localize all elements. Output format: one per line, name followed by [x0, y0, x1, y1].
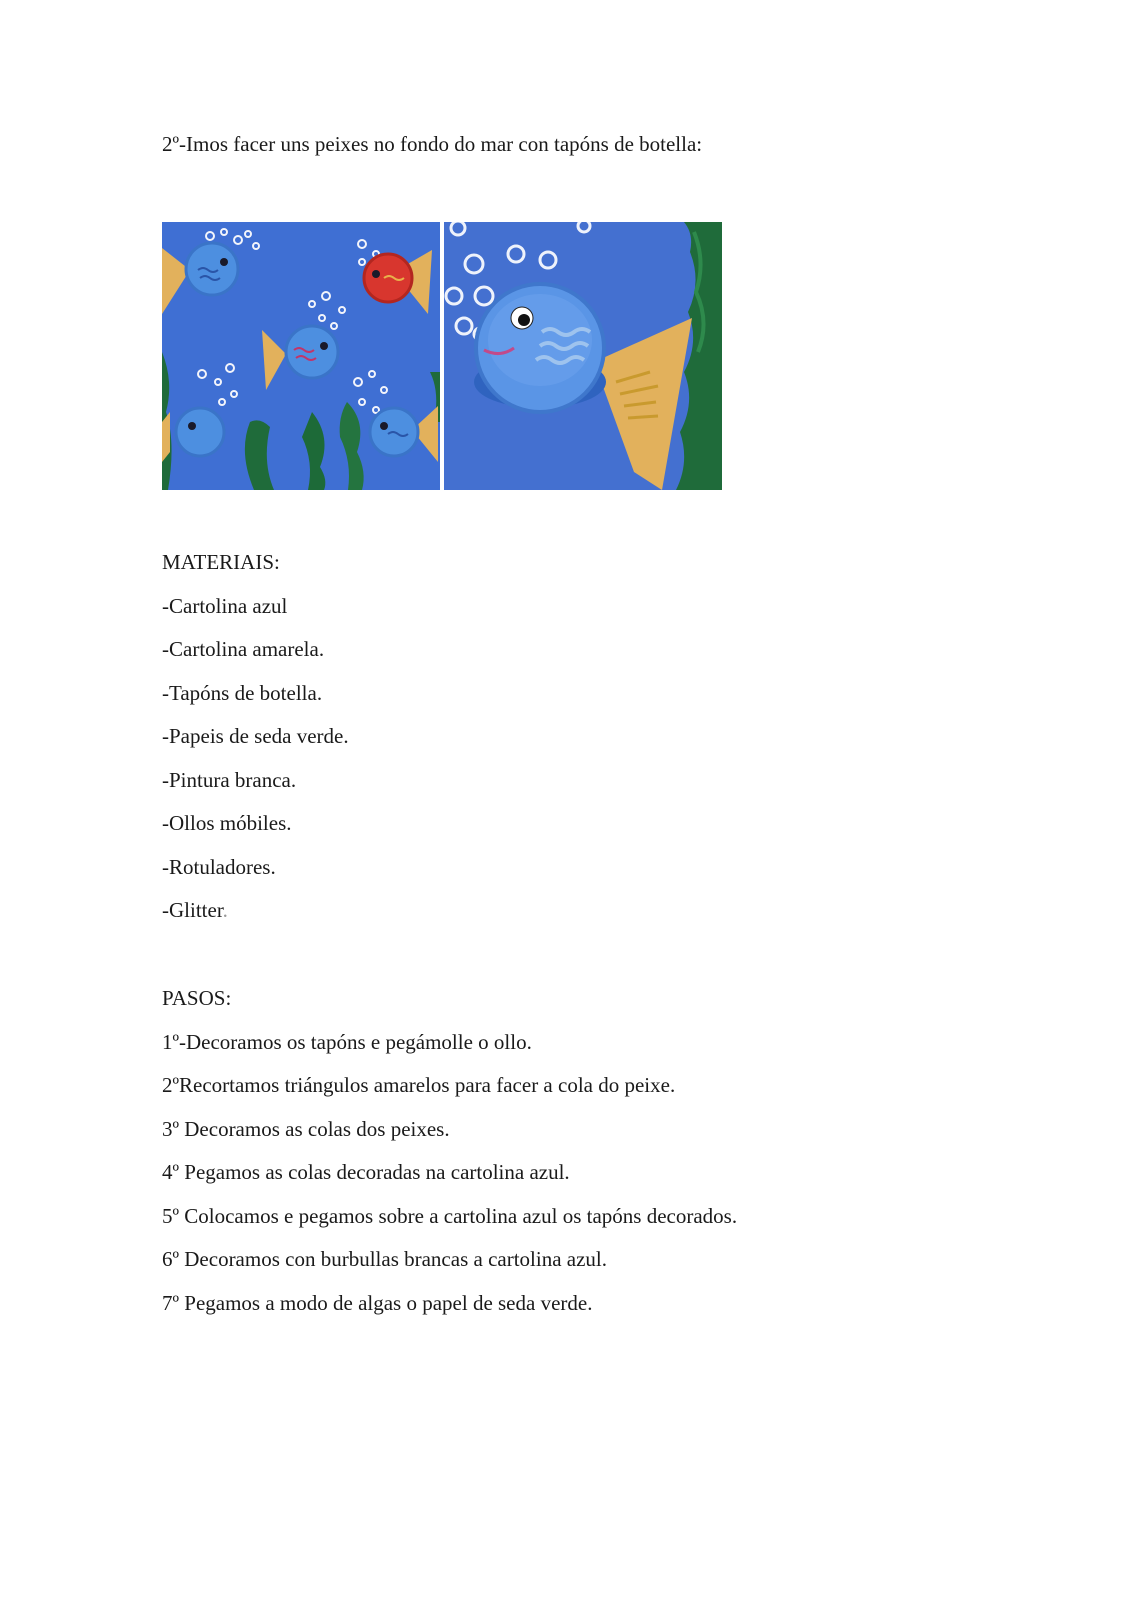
materials-item: -Pintura branca. — [162, 767, 297, 792]
photo-strip — [162, 222, 722, 490]
materials-item: -Papeis de seda verde. — [162, 724, 349, 748]
step-item: 6º Decoramos con burbullas brancas a cartolina azul. — [162, 1247, 607, 1271]
materials-item: -Cartolina amarela. — [162, 637, 325, 661]
step-item: 4º Pegamos as colas decoradas na cartolina azul. — [162, 1160, 570, 1184]
materials-heading: MATERIAIS: — [162, 550, 280, 574]
materials-item: -Ollos móbiles. — [162, 811, 292, 835]
materials-item-last — [162, 889, 349, 933]
materials-item: -Cartolina azul — [162, 593, 288, 618]
fish-collage-photo — [162, 222, 440, 490]
materials-item-suffix: . — [222, 898, 228, 922]
steps-heading: PASOS: — [162, 986, 232, 1010]
step-item: 5º Colocamos e pegamos sobre a cartolina azul os tapóns decorados. — [162, 1203, 738, 1228]
steps-section — [162, 977, 737, 1325]
fish-closeup-photo — [444, 222, 722, 490]
materials-item-text: -Glitter — [162, 898, 223, 922]
step-item: 1º-Decoramos os tapóns e pegámolle o ollo. — [162, 1029, 532, 1054]
materials-item: -Tapóns de botella. — [162, 680, 323, 705]
step-item: 7º Pegamos a modo de algas o papel de seda verde. — [162, 1290, 593, 1315]
materials-section — [162, 541, 349, 933]
intro-text: 2º-Imos facer uns peixes no fondo do mar con tapóns de botella: — [162, 132, 703, 156]
step-item: 3º Decoramos as colas dos peixes. — [162, 1116, 450, 1141]
materials-item: -Rotuladores. — [162, 854, 276, 879]
step-item: 2ºRecortamos triángulos amarelos para facer a cola do peixe. — [162, 1073, 676, 1097]
